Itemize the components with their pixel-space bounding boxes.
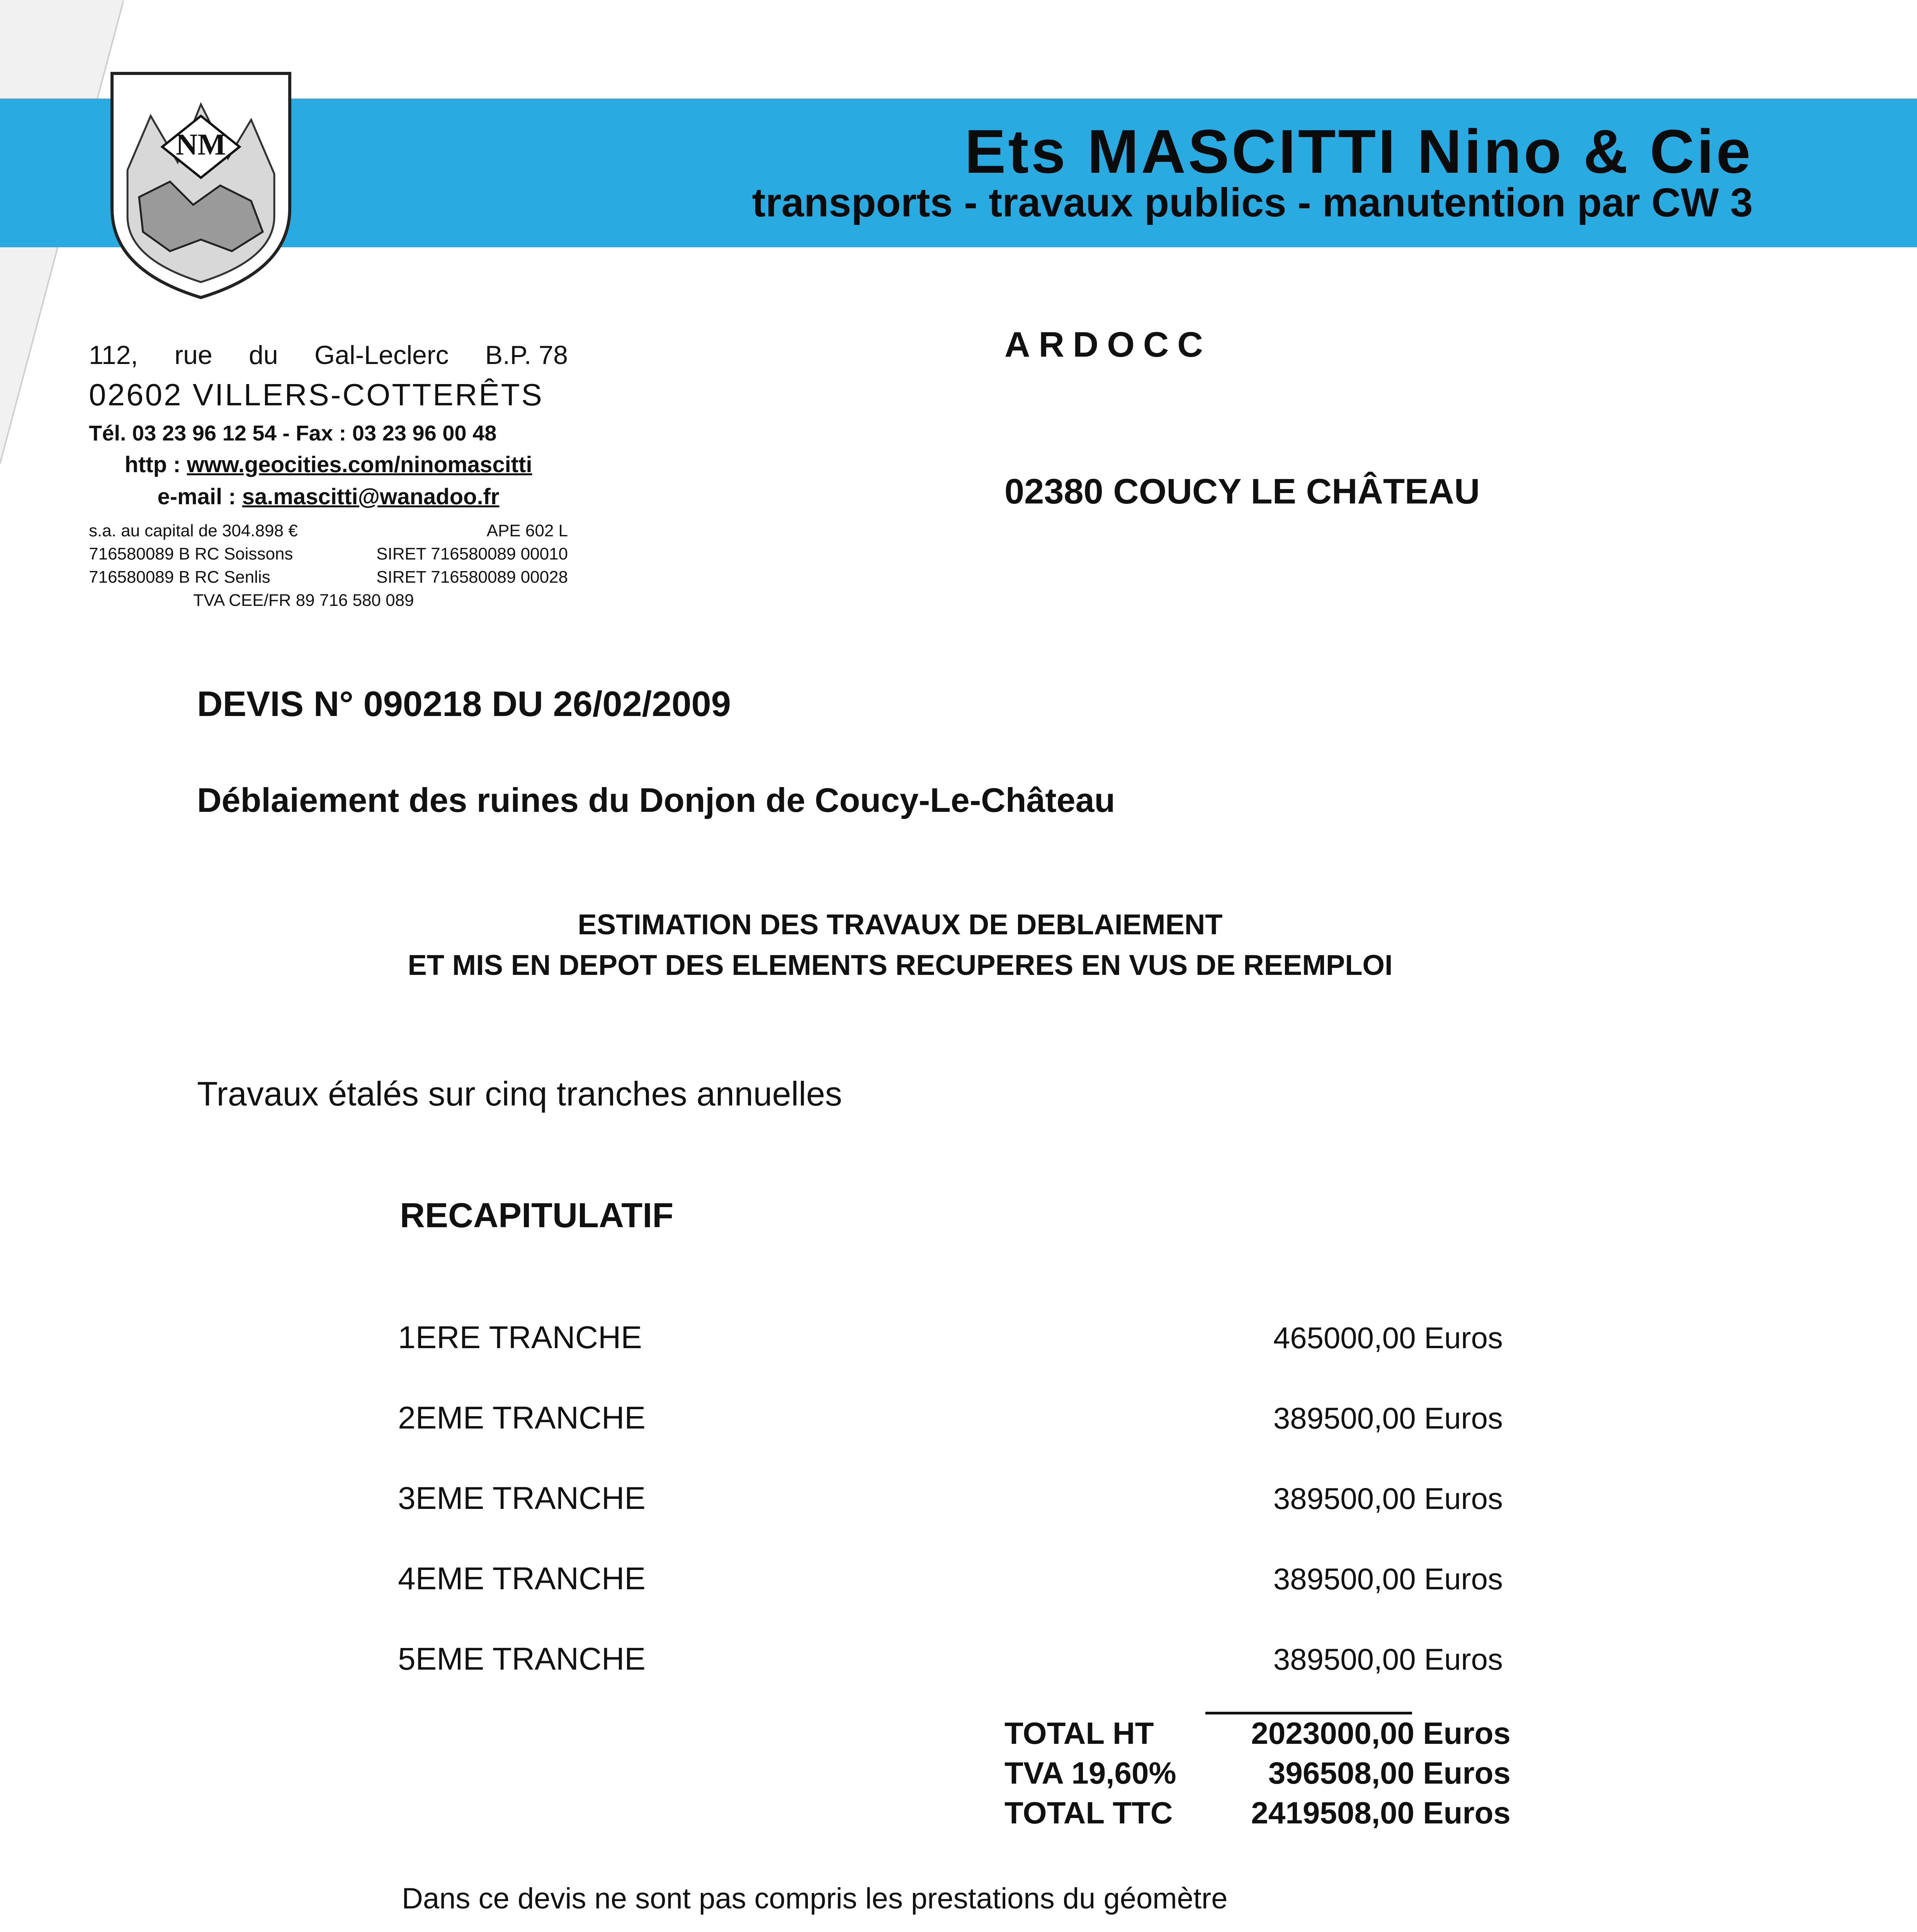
note-exclusion: Dans ce devis ne sont pas compris les prestations du géomètre [402, 1882, 1228, 1915]
total-amount: 2023000,00 Euros [1251, 1716, 1511, 1750]
recap-title: RECAPITULATIF [400, 1196, 674, 1235]
tranche-amount: 389500,00 Euros [1273, 1562, 1503, 1596]
tranche-label: 4EME TRANCHE [398, 1561, 646, 1596]
sender-capital-line [89, 521, 568, 541]
sender-email-line [89, 484, 568, 510]
total-row [1004, 1716, 1511, 1755]
estimation-heading-line: ET MIS EN DEPOT DES ELEMENTS RECUPERES EN VUS DE REEMPLOI [408, 949, 1393, 981]
total-amount: 396508,00 Euros [1268, 1756, 1511, 1790]
total-row [1004, 1795, 1511, 1835]
sender-registration-line [89, 544, 568, 564]
email-label: e-mail : [157, 484, 236, 509]
total-amount: 2419508,00 Euros [1251, 1796, 1511, 1830]
sender-city: 02602 VILLERS-COTTERÊTS [89, 378, 544, 412]
tranche-table [398, 1320, 1503, 1721]
rc-soissons: 716580089 B RC Soissons [89, 544, 293, 563]
total-row [1004, 1755, 1511, 1795]
total-label: TOTAL TTC [1004, 1796, 1173, 1830]
tranche-label: 2EME TRANCHE [398, 1400, 646, 1435]
table-row [398, 1400, 1503, 1480]
tranche-label: 1ERE TRANCHE [398, 1320, 642, 1355]
totals-block [1004, 1716, 1511, 1835]
total-label: TVA 19,60% [1004, 1756, 1176, 1790]
sender-phone-fax: Tél. 03 23 96 12 54 - Fax : 03 23 96 00 48 [89, 421, 497, 445]
total-label: TOTAL HT [1004, 1716, 1154, 1750]
table-row [398, 1320, 1503, 1400]
ape-code: APE 602 L [486, 521, 568, 540]
rc-senlis: 716580089 B RC Senlis [89, 568, 270, 587]
website-link[interactable]: www.geocities.com/ninomascitti [187, 452, 532, 477]
tranche-label: 5EME TRANCHE [398, 1641, 646, 1677]
recipient-city: 02380 COUCY LE CHÂTEAU [1004, 472, 1480, 511]
tranche-amount: 389500,00 Euros [1273, 1401, 1503, 1435]
sender-street-part: rue [174, 340, 212, 370]
estimation-heading [0, 904, 1800, 985]
tranche-amount: 465000,00 Euros [1273, 1321, 1503, 1355]
vat-number: TVA CEE/FR 89 716 580 089 [193, 591, 414, 610]
recipient-name: ARDOCC [1004, 325, 1212, 364]
sender-street-part: du [249, 340, 278, 370]
logo-monogram: NM [176, 128, 226, 161]
tranche-amount: 389500,00 Euros [1273, 1642, 1503, 1676]
company-tagline: transports - travaux publics - manutention par CW 3 [752, 180, 1753, 225]
email-link[interactable]: sa.mascitti@wanadoo.fr [242, 484, 500, 509]
estimation-heading-line: ESTIMATION DES TRAVAUX DE DEBLAIEMENT [578, 908, 1223, 940]
quote-subject: Déblaiement des ruines du Donjon de Coucy-Le-Château [197, 781, 1115, 819]
sender-registration-line [89, 568, 568, 587]
sender-street-part: B.P. 78 [485, 340, 568, 370]
intro-text: Travaux étalés sur cinq tranches annuelles [197, 1075, 842, 1113]
table-row [398, 1561, 1503, 1641]
sender-website-line [89, 452, 568, 478]
table-row [398, 1641, 1503, 1721]
sender-street-part: 112, [89, 340, 138, 370]
company-name: Ets MASCITTI Nino & Cie [964, 117, 1753, 186]
totals-rule [1205, 1712, 1412, 1714]
website-label: http : [124, 452, 181, 477]
siret-number: SIRET 716580089 00010 [376, 544, 568, 563]
company-logo-shield [104, 70, 297, 301]
tranche-amount: 389500,00 Euros [1273, 1481, 1503, 1515]
tranche-label: 3EME TRANCHE [398, 1481, 646, 1516]
sender-street-part: Gal-Leclerc [314, 340, 449, 370]
share-capital: s.a. au capital de 304.898 € [89, 521, 298, 540]
sender-address-block [89, 340, 568, 610]
sender-street [89, 340, 568, 370]
table-row [398, 1480, 1503, 1561]
siret-number: SIRET 716580089 00028 [376, 568, 568, 587]
quote-number: DEVIS N° 090218 DU 26/02/2009 [197, 684, 731, 724]
